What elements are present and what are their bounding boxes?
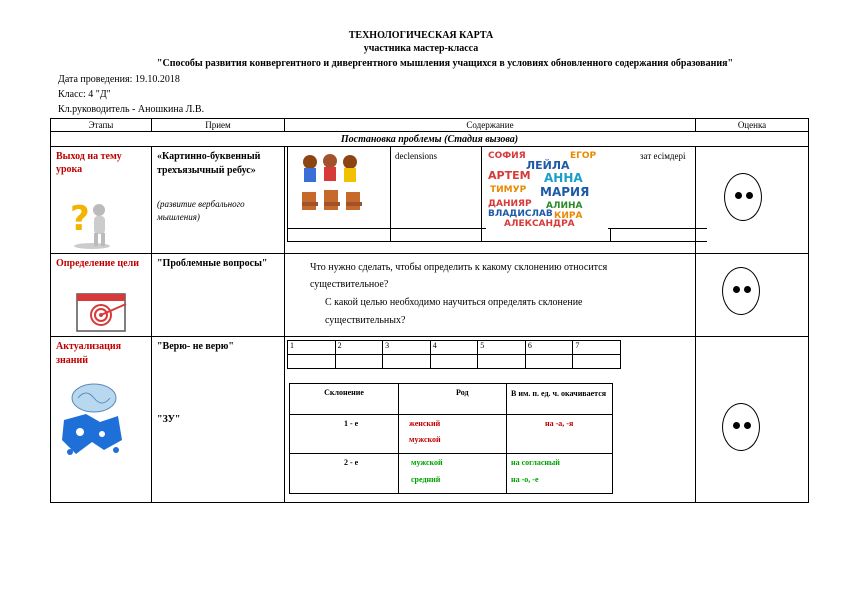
smiley-face-3	[722, 403, 760, 451]
svg-text:?: ?	[70, 199, 90, 239]
smiley-face-2	[722, 267, 760, 315]
number-cell[interactable]: 7	[573, 341, 621, 355]
answer-cell[interactable]	[525, 355, 573, 369]
cloud-word: АЛИНА	[546, 201, 583, 211]
decl-row-1-ending: на -а, -я	[545, 419, 574, 428]
cloud-word: ЕГОР	[570, 151, 597, 161]
decl-header-gender: Род	[456, 388, 469, 397]
number-cell[interactable]: 6	[525, 341, 573, 355]
section-title: Постановка проблемы (Стадия вызова)	[340, 134, 519, 145]
method-zu: "ЗУ"	[157, 414, 181, 425]
cloud-word: АРТЕМ	[488, 169, 531, 182]
cloud-word: МАРИЯ	[540, 185, 590, 199]
column-header-assessment: Оценка	[737, 120, 767, 130]
rebus-word-kazakh: зат есімдері	[640, 151, 686, 161]
decl-row-2-gender-1: мужской	[411, 458, 443, 467]
column-header-content: Содержание	[466, 120, 514, 130]
decl-row-1-gender-1: женский	[409, 419, 441, 428]
stage-actualization: Актуализация знаний	[56, 341, 122, 366]
method-rebus-note: (развитие вербального мышления)	[157, 199, 245, 222]
number-cell[interactable]: 2	[335, 341, 383, 355]
names-word-cloud-image	[486, 149, 608, 229]
document-subtitle: участника мастер-класса	[363, 43, 479, 54]
decl-row-2-ending-1: на согласный	[511, 458, 560, 467]
question-2-line-2: существительных?	[325, 315, 406, 326]
cloud-word: ДАНИЯР	[488, 199, 532, 209]
stage-goal: Определение цели	[56, 258, 139, 269]
cloud-word: ЛЕЙЛА	[526, 159, 570, 172]
document-title: ТЕХНОЛОГИЧЕСКАЯ КАРТА	[348, 30, 494, 41]
decl-row-2-ending-2: на -о, -е	[511, 475, 539, 484]
answer-cell[interactable]	[288, 355, 336, 369]
class-line: Класс: 4 "Д"	[58, 89, 111, 100]
answer-cell[interactable]	[573, 355, 621, 369]
cloud-word: АННА	[544, 171, 583, 185]
date-line: Дата проведения: 19.10.2018	[58, 74, 180, 85]
method-problem-questions: "Проблемные вопросы"	[157, 258, 268, 269]
thinking-person-icon	[62, 190, 122, 250]
bears-chairs-image	[296, 150, 368, 220]
stage-topic: Выход на тему урока	[56, 151, 122, 175]
answer-cell[interactable]	[383, 355, 431, 369]
column-header-method: Прием	[205, 120, 231, 130]
decl-row-1-gender-2: мужской	[409, 435, 441, 444]
target-calendar-icon	[76, 290, 130, 332]
decl-row-2-gender-2: средний	[411, 475, 441, 484]
number-cell[interactable]: 4	[430, 341, 478, 355]
decl-header-ending: В им. п. ед. ч. окачивается	[511, 389, 607, 398]
question-1-line-1: Что нужно сделать, чтобы определить к какому склонению относится	[310, 262, 608, 273]
number-cell[interactable]: 3	[383, 341, 431, 355]
cloud-word: ВЛАДИСЛАВ	[488, 209, 553, 219]
decl-row-2-name: 2 - е	[344, 458, 359, 467]
answer-cell[interactable]	[335, 355, 383, 369]
answer-cell[interactable]	[430, 355, 478, 369]
believe-numbers-table	[287, 340, 621, 369]
method-believe: "Верю- не верю"	[157, 341, 234, 352]
teacher-line: Кл.руководитель - Аношкина Л.В.	[58, 104, 205, 115]
document-topic: "Способы развития конвергентного и дивергентного мышления учащихся в условиях обновленного содержания образования"	[156, 58, 734, 69]
cloud-word: КИРА	[554, 211, 583, 221]
method-rebus: «Картинно-буквенный трехъязычный ребус»	[157, 151, 261, 176]
cloud-word: СОФИЯ	[488, 151, 526, 161]
decl-header-declension: Склонение	[324, 388, 364, 397]
rebus-word-declensions: declensions	[395, 151, 437, 161]
smiley-face-1	[724, 173, 762, 221]
column-header-stages: Этапы	[88, 120, 114, 130]
decl-row-1-name: 1 - е	[344, 419, 359, 428]
answer-cell[interactable]	[478, 355, 526, 369]
cloud-word: АЛЕКСАНДРА	[504, 219, 575, 229]
number-cell[interactable]: 1	[288, 341, 336, 355]
number-cell[interactable]: 5	[478, 341, 526, 355]
brain-puzzle-icon	[56, 380, 128, 462]
question-1-line-2: существительное?	[310, 279, 389, 290]
question-2-line-1: С какой целью необходимо научиться определять склонение	[325, 297, 583, 308]
cloud-word: ТИМУР	[490, 185, 527, 195]
